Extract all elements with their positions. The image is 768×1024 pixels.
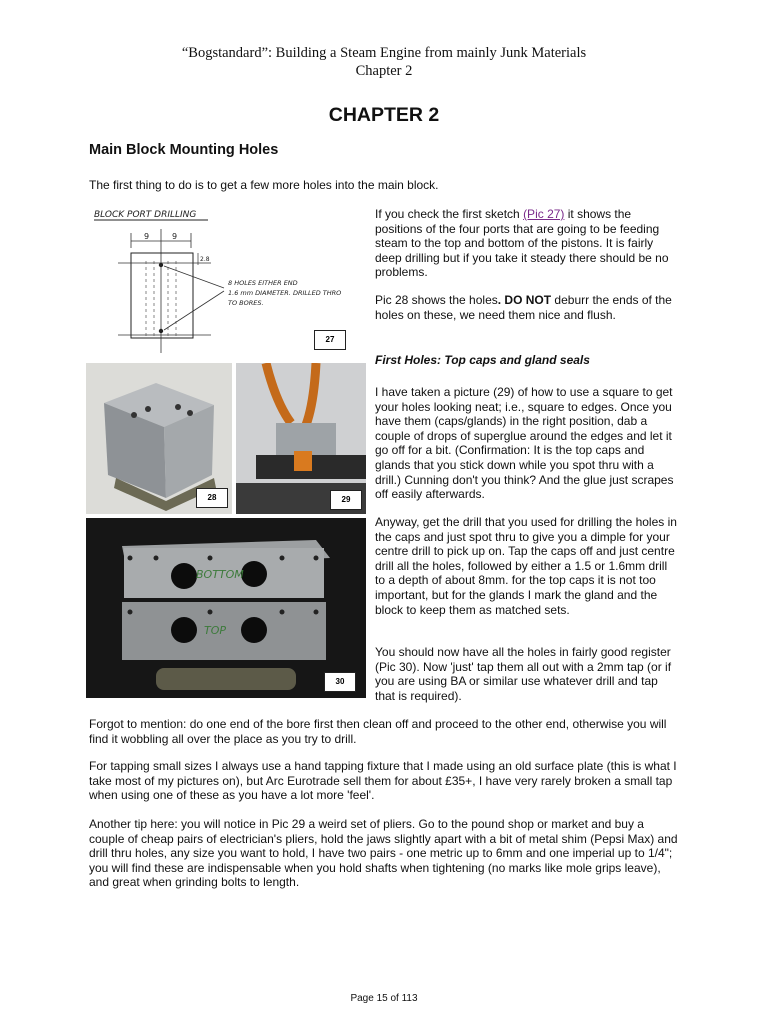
chapter-title: CHAPTER 2 bbox=[328, 104, 440, 126]
pic-30-photo bbox=[86, 518, 366, 698]
section-heading: Main Block Mounting Holes bbox=[89, 142, 279, 158]
pic-30-marking-top: TOP bbox=[204, 624, 227, 637]
para2-text-after: deburr the ends of the holes on these, we need them nice and flush. bbox=[375, 293, 672, 322]
sketch-title: BLOCK PORT DRILLING bbox=[94, 210, 197, 220]
pic-27-link[interactable]: (Pic 27) bbox=[523, 207, 565, 221]
para1-text-before: If you check the first sketch bbox=[375, 207, 524, 221]
para2-do-not: . DO NOT bbox=[497, 293, 552, 307]
pic-30-label: 30 bbox=[324, 672, 356, 692]
sketch-dim-right: 9 bbox=[172, 232, 178, 241]
page-number: Page 15 of 113 bbox=[350, 993, 418, 1004]
paragraph-tapping: For tapping small sizes I always use a hand tapping fixture that I made using an old surface plate (this is what I take most of my pictures on), but Arc Eurotrade sell them for about £35+, I have very rarely broken a small tap when using one of these as you have a lot more 'feel'. bbox=[89, 759, 677, 803]
paragraph-register: You should now have all the holes in fairly good register (Pic 30). Now 'just' tap them all out with a 2mm tap (or if you are using BA or similar use whatever drill and tap that is required). bbox=[375, 645, 672, 703]
running-header bbox=[0, 44, 768, 80]
header-book-title: “Bogstandard”: Building a Steam Engine from mainly Junk Materials bbox=[181, 45, 587, 61]
pic-29-photo bbox=[236, 363, 366, 514]
header-chapter: Chapter 2 bbox=[355, 63, 413, 79]
pic-27-sketch bbox=[86, 203, 366, 358]
intro-paragraph: The first thing to do is to get a few more holes into the main block. bbox=[89, 178, 439, 192]
paragraph-pliers-tip: Another tip here: you will notice in Pic 29 a weird set of pliers. Go to the pound shop or market and buy a couple of cheap pairs of electrician's pliers, hold the jaws slightly apart with a bit of metal shim (Pepsi Max) and drill thru holes, any size you want to hold, I have two pairs - one metric up to 6mm and one imperial up to 1/4"; you will find these are indispensable when you hold shafts when tightening (no marks like mole grips leave), and great when grinding bolts to length. bbox=[89, 817, 678, 890]
subheading-first-holes: First Holes: Top caps and gland seals bbox=[375, 353, 590, 367]
paragraph-drill-caps: Anyway, get the drill that you used for drilling the holes in the caps and just spot thru to give you a dimple for your centre drill to pick up on. Tap the caps off and just centre drill all the holes, followed by either a 1.5 or 1.6mm drill to a depth of about 8mm. for the top caps it is not too important, but for the glands I mark the gland and the block to keep them as matched sets. bbox=[375, 515, 677, 617]
paragraph-pic-28 bbox=[375, 293, 677, 322]
pic-27-label: 27 bbox=[314, 330, 346, 350]
sketch-dim-side: 2.8 bbox=[200, 256, 210, 263]
paragraph-bore-note: Forgot to mention: do one end of the bore first then clean off and proceed to the other end, otherwise you will find it wobbling all over the place as you try to drill. bbox=[89, 717, 667, 746]
paragraph-square: I have taken a picture (29) of how to use a square to get your holes looking neat; i.e., square to edges. Once you have them (caps/glands) in the right position, dab a couple of drops of superglue around the edges and let it go off for a bit. (Confirmation: It is the top caps and glands that you stick down while you spot thru with a drill.) Cunning don't you think? And the glue just scrapes off easily afterwards. bbox=[375, 385, 674, 502]
pic-30-marking-bottom: BOTTOM bbox=[196, 568, 244, 581]
pic-29-label: 29 bbox=[330, 490, 362, 510]
marked-block-photo bbox=[86, 518, 366, 698]
pic-28-photo bbox=[86, 363, 232, 514]
paragraph-sketch-ref bbox=[375, 207, 677, 280]
para1-text-after: it shows the positions of the four ports that are going to be feeding steam to the top and bottom of the pistons. It is fairly deep drilling but if you take it steady there should be no problems. bbox=[375, 207, 669, 280]
sketch-note-2: 1.6 mm DIAMETER. DRILLED THRO bbox=[228, 289, 342, 297]
sketch-dim-left: 9 bbox=[144, 232, 150, 241]
sketch-note-3: TO BORES. bbox=[228, 299, 264, 307]
sketch-note-1: 8 HOLES EITHER END bbox=[228, 279, 298, 287]
pic-28-label: 28 bbox=[196, 488, 228, 508]
para2-text-before: Pic 28 shows the holes bbox=[375, 293, 498, 307]
